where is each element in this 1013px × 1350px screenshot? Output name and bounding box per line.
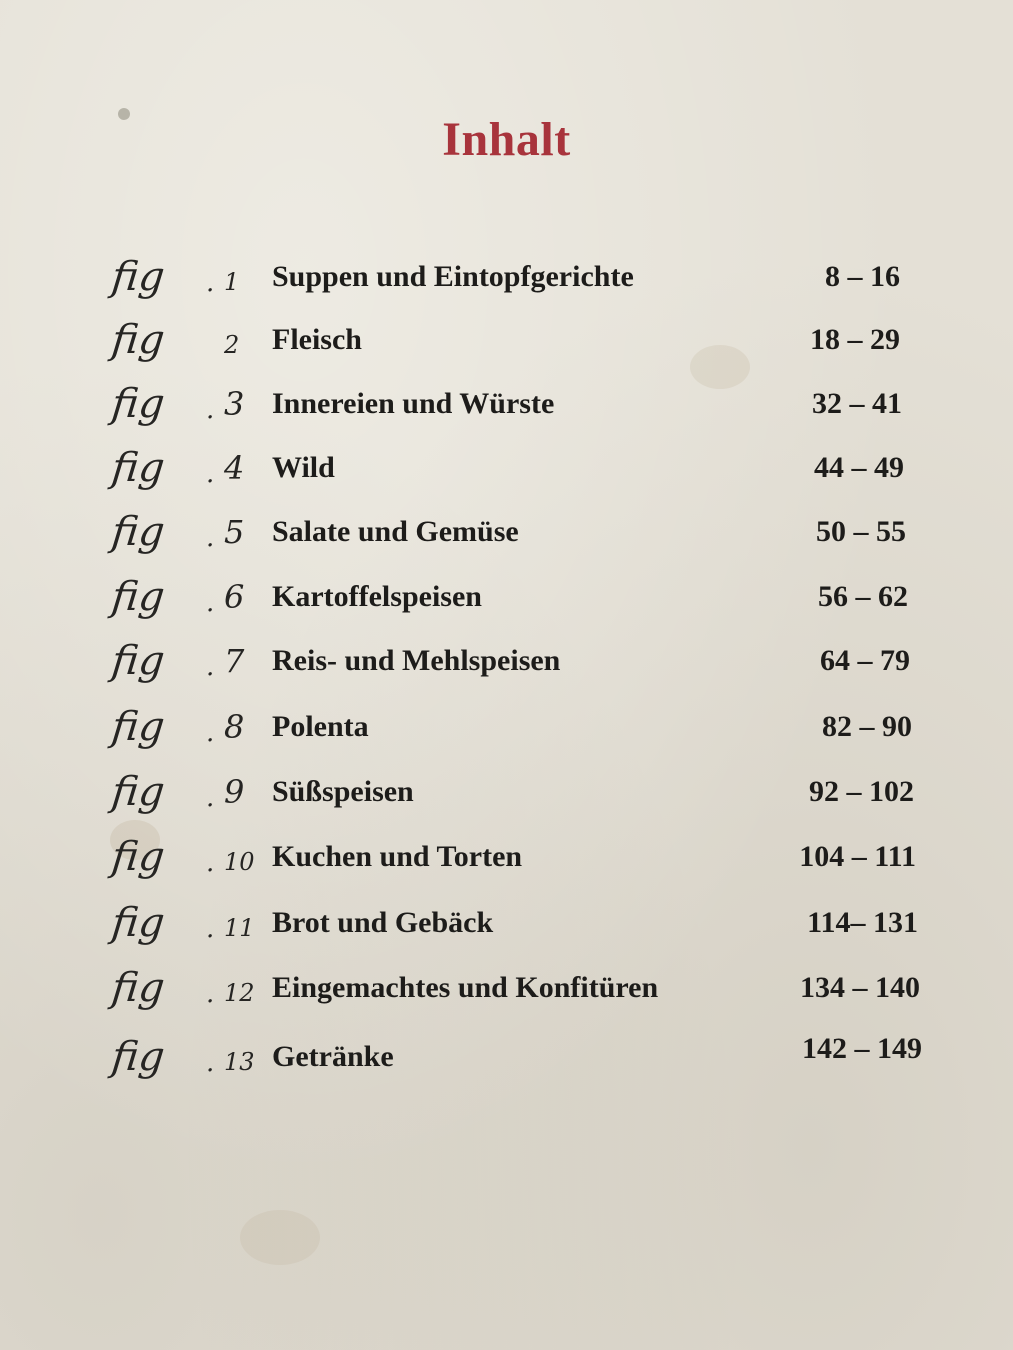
fig-number: 5 [224, 513, 245, 551]
fig-dot: . [206, 848, 215, 878]
fig-marker [109, 313, 262, 373]
toc-entry [100, 505, 930, 565]
fig-handwritten-label: fig [109, 574, 167, 620]
fig-marker [109, 250, 262, 310]
chapter-title: Polenta [272, 710, 369, 743]
fig-number: 13 [224, 1048, 255, 1076]
toc-entry [100, 1030, 930, 1090]
toc-entry [100, 377, 930, 437]
fig-dot: . [206, 523, 215, 553]
fig-number: 6 [224, 578, 245, 616]
chapter-title: Kuchen und Torten [272, 840, 523, 873]
fig-marker [109, 700, 262, 760]
toc-entry [100, 441, 930, 501]
fig-dot: . [206, 588, 215, 618]
fig-handwritten-label: fig [109, 254, 167, 300]
page-title: Inhalt [442, 113, 571, 166]
toc-entry [100, 896, 930, 956]
fig-dot: . [206, 979, 215, 1009]
toc-entry [100, 961, 930, 1021]
fig-dot: . [206, 268, 215, 298]
chapter-title: Eingemachtes und Konfitüren [272, 971, 659, 1004]
chapter-title: Wild [272, 451, 335, 484]
chapter-title: Suppen und Eintopfgerichte [272, 260, 634, 293]
fig-handwritten-label: fig [109, 638, 167, 684]
fig-marker [109, 830, 262, 890]
page-range: 32 – 41 [812, 387, 902, 420]
toc-entry [100, 634, 930, 694]
chapter-title: Brot und Gebäck [272, 906, 494, 939]
chapter-title: Süßspeisen [272, 775, 414, 808]
page-range: 142 – 149 [802, 1032, 922, 1065]
fig-number: 8 [224, 708, 245, 746]
fig-handwritten-label: fig [109, 769, 167, 815]
fig-handwritten-label: fig [109, 704, 167, 750]
page-range: 18 – 29 [810, 323, 900, 356]
fig-handwritten-label: fig [109, 900, 167, 946]
chapter-title: Salate und Gemüse [272, 515, 519, 548]
fig-marker [109, 505, 262, 565]
fig-number: 3 [224, 385, 245, 423]
toc-entry [100, 700, 930, 760]
fig-dot: . [206, 783, 215, 813]
fig-number: 12 [224, 979, 255, 1007]
page-range: 82 – 90 [822, 710, 912, 743]
fig-dot: . [206, 718, 215, 748]
fig-handwritten-label: fig [109, 445, 167, 491]
fig-dot: . [206, 459, 215, 489]
page-range: 104 – 111 [799, 840, 916, 873]
fig-marker [109, 570, 262, 630]
fig-handwritten-label: fig [109, 509, 167, 555]
toc-entry [100, 570, 930, 630]
fig-number: 4 [224, 449, 245, 487]
page-range: 44 – 49 [814, 451, 904, 484]
fig-marker [109, 765, 262, 825]
chapter-title: Innereien und Würste [272, 387, 555, 420]
fig-marker [109, 634, 262, 694]
fig-number: 11 [224, 914, 255, 942]
fig-number: 2 [224, 331, 240, 359]
fig-marker [109, 1030, 262, 1090]
toc-entry [100, 765, 930, 825]
toc-entry [100, 313, 930, 373]
fig-dot: . [206, 1048, 215, 1078]
fig-dot: . [206, 395, 215, 425]
fig-dot: . [206, 652, 215, 682]
fig-number: 9 [224, 773, 245, 811]
fig-marker [109, 961, 262, 1021]
fig-handwritten-label: fig [109, 317, 167, 363]
page-range: 134 – 140 [800, 971, 920, 1004]
fig-handwritten-label: fig [109, 965, 167, 1011]
fig-handwritten-label: fig [109, 381, 167, 427]
fig-dot: . [206, 914, 215, 944]
fig-number: 10 [224, 848, 255, 876]
chapter-title: Fleisch [272, 323, 362, 356]
chapter-title: Getränke [272, 1040, 394, 1073]
fig-handwritten-label: fig [109, 834, 167, 880]
page-range: 56 – 62 [818, 580, 908, 613]
fig-number: 1 [224, 268, 240, 296]
fig-marker [109, 441, 262, 501]
fig-number: 7 [224, 642, 245, 680]
chapter-title: Reis- und Mehlspeisen [272, 644, 561, 677]
chapter-title: Kartoffelspeisen [272, 580, 482, 613]
page-range: 114– 131 [807, 906, 918, 939]
page-range: 50 – 55 [816, 515, 906, 548]
fig-handwritten-label: fig [109, 1034, 167, 1080]
page-range: 8 – 16 [825, 260, 900, 293]
fig-marker [109, 377, 262, 437]
page-range: 64 – 79 [820, 644, 910, 677]
toc-entry [100, 250, 930, 310]
fig-marker [109, 896, 262, 956]
toc-entry [100, 830, 930, 890]
page-range: 92 – 102 [809, 775, 914, 808]
